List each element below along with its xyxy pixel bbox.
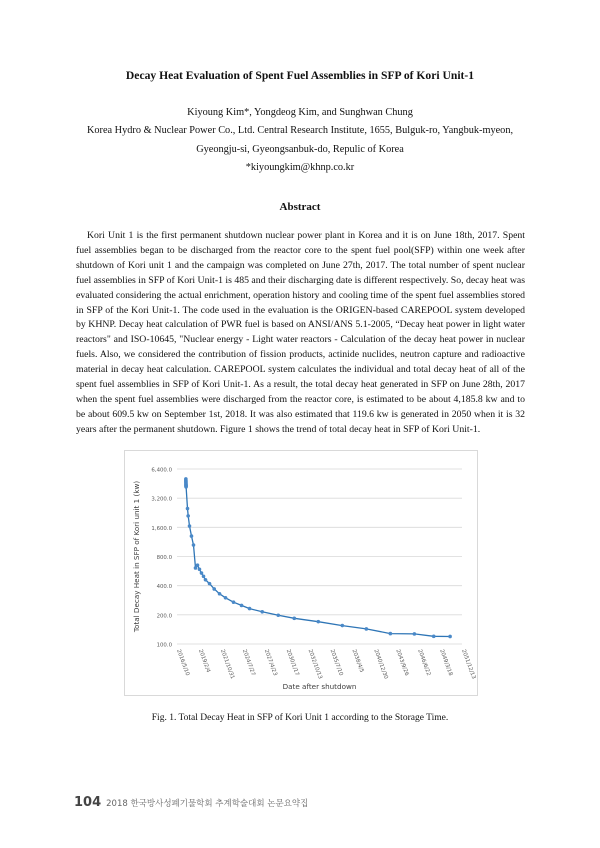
affiliation-line-2: Gyeongju-si, Gyeongsanbuk-do, Repulic of Korea [196, 144, 404, 155]
data-point [389, 632, 393, 636]
x-tick-label: 2032/10/13 [306, 648, 323, 680]
data-point [200, 571, 204, 575]
data-point [224, 596, 228, 600]
data-point [316, 620, 320, 624]
y-tick-label: 400.0 [156, 584, 172, 591]
data-point [432, 635, 436, 639]
data-point [212, 587, 216, 591]
data-point [448, 635, 452, 639]
y-tick-label: 1,600.0 [151, 525, 172, 532]
data-point [276, 613, 280, 617]
data-point [186, 514, 190, 518]
x-tick-label: 2027/4/23 [262, 648, 278, 677]
x-tick-label: 2035/7/10 [328, 648, 344, 677]
data-point [202, 574, 206, 578]
data-point [232, 600, 236, 604]
data-point [292, 617, 296, 621]
y-tick-label: 800.0 [156, 555, 172, 561]
email: *kiyoungkim@khnp.co.kr [245, 162, 355, 173]
chart-svg [125, 451, 477, 695]
y-tick-label: 3,200.0 [151, 496, 172, 503]
x-tick-label: 2030/1/17 [284, 648, 300, 677]
paper-title: Decay Heat Evaluation of Spent Fuel Assemblies in SFP of Kori Unit-1 [125, 69, 475, 82]
x-tick-label: 2051/12/13 [460, 648, 477, 680]
data-point [186, 507, 190, 511]
y-axis-label: Total Decay Heat in SFP of Kori unit 1 (kw) [132, 480, 141, 633]
data-point [260, 610, 264, 614]
series-line [186, 479, 450, 637]
x-tick-label: 2049/3/18 [438, 648, 454, 677]
data-point [188, 524, 192, 528]
figure-caption: Fig. 1. Total Decay Heat in SFP of Kori Unit 1 according to the Storage Time. [151, 713, 449, 723]
y-tick-label: 6,400.0 [151, 467, 172, 474]
data-point [198, 568, 202, 572]
x-tick-label: 2021/10/31 [218, 648, 236, 680]
data-point [208, 582, 212, 586]
data-point [413, 632, 417, 636]
conference-name: 2018 한국방사성폐기물학회 추계학술대회 논문요약집 [106, 799, 309, 809]
data-point [365, 627, 369, 631]
y-tick-label: 200.0 [156, 613, 172, 620]
page-footer [74, 791, 308, 810]
data-point [341, 624, 345, 628]
data-point [248, 607, 252, 611]
x-tick-label: 2024/7/27 [240, 648, 256, 677]
data-point [218, 592, 222, 596]
x-tick-label: 2016/5/10 [175, 648, 191, 677]
data-point [190, 534, 194, 538]
data-point [184, 485, 188, 489]
affiliation-line-1: Korea Hydro & Nuclear Power Co., Ltd. Central Research Institute, 1655, Bulguk-ro, Yangbuk-myeon, [86, 125, 514, 136]
x-tick-label: 2046/6/22 [416, 648, 432, 677]
x-tick-label: 2038/4/5 [350, 648, 365, 674]
x-tick-label: 2019/2/4 [197, 648, 211, 674]
x-tick-label: 2040/12/30 [372, 648, 389, 680]
abstract-heading: Abstract [279, 201, 321, 213]
y-tick-label: 100.0 [156, 642, 172, 649]
page-number: 104 [74, 795, 102, 810]
abstract-text: Kori Unit 1 is the first permanent shutdown nuclear power plant in Korea and it is on June 18th, 2017. Spent fuel assemblies began to be discharged from the reactor core to the spent fuel pool(SFP) within one week after shutdown of Kori unit 1 and the campaign was completed on June 27th, 2017. The total number of spent nuclear fuel assemblies in SFP of Kori Unit-1 is 485 and their discharging date is different respectively. So, decay heat was evaluated considering the actual enrichment, operation history and cooling time of the spent fuel assemblies stored in SFP of the Kori Unit-1. The code used in the evaluation is the ORIGEN-based CAREPOOL system developed by KHNP. Decay heat calculation of PWR fuel is based on ANSI/ANS 5.1-2005, “Decay heat power in light water reactors" and ISO-10645, "Nuclear energy - Light water reactors - Calculation of the decay heat power in nuclear fuels. Also, we considered the contribution of fission products, actinide nuclides, neutron capture and radioactive material in decay heat calculation. CAREPOOL system calculates the individual and total decay heat of all of the spent fuel assemblies in SFP of Kori Unit-1. As a result, the total decay heat generated in SFP on June 28th, 2017 when the spent fuel assemblies were discharged from the reactor core, is estimated to be about 4,185.8 kw and to be about 609.5 kw on September 1st, 2018. It was also estimated that 119.6 kw is generated in 2050 when it is 32 years after the permanent shutdown. Figure 1 shows the trend of total decay heat in SFP of Kori Unit-1. [76, 230, 525, 435]
data-point [196, 563, 200, 567]
decay-heat-chart [124, 450, 478, 696]
data-point [204, 578, 208, 582]
authors: Kiyoung Kim*, Yongdeog Kim, and Sunghwan Chung [187, 107, 413, 118]
x-axis-label: Date after shutdown [282, 682, 357, 691]
x-tick-label: 2043/9/26 [394, 648, 410, 677]
data-point [192, 543, 196, 547]
data-point [240, 604, 244, 608]
